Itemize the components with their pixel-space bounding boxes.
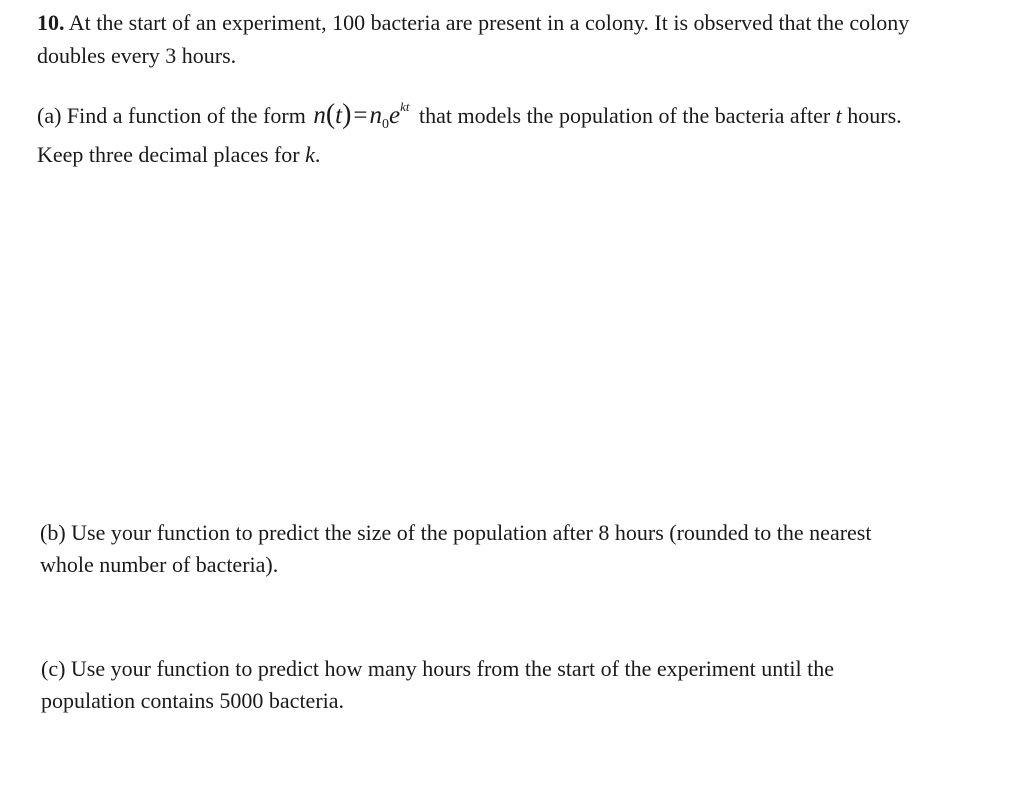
part-a-line-1 xyxy=(37,101,902,134)
formula-open-paren: ( xyxy=(325,99,336,130)
problem-intro-text-2: doubles every 3 hours. xyxy=(37,43,237,68)
part-a-hours: hours. xyxy=(847,103,902,128)
formula-exponent: kt xyxy=(400,99,410,114)
formula-n: n xyxy=(313,102,326,129)
problem-intro-text-1: At the start of an experiment, 100 bacteria are present in a colony. It is observed that the colony xyxy=(68,10,910,35)
model-formula xyxy=(313,101,409,134)
part-b-line-1 xyxy=(40,519,871,547)
part-a-text-after-formula: that models the population of the bacteria after xyxy=(419,103,831,128)
part-a-text-line-2: Keep three decimal places for xyxy=(37,142,300,167)
part-c-line-1 xyxy=(41,655,834,683)
part-b-text-1: (b) Use your function to predict the size of the population after 8 hours (rounded to the nearest xyxy=(40,520,872,545)
problem-number: 10. xyxy=(37,10,65,35)
problem-intro-line-2 xyxy=(37,42,236,70)
formula-equals: = xyxy=(353,102,368,129)
part-a-t-variable: t xyxy=(835,103,842,128)
formula-t: t xyxy=(335,102,343,129)
part-c-text-1: (c) Use your function to predict how many hours from the start of the experiment until the xyxy=(41,656,835,681)
problem-intro-line-1 xyxy=(37,9,909,37)
formula-n0-subscript: 0 xyxy=(382,117,390,132)
part-c-line-2 xyxy=(41,687,344,715)
part-c-text-2: population contains 5000 bacteria. xyxy=(41,688,345,713)
part-b-line-2 xyxy=(40,551,278,579)
formula-e: e xyxy=(389,102,401,129)
formula-close-paren: ) xyxy=(342,99,352,130)
part-b-text-2: whole number of bacteria). xyxy=(40,552,279,577)
part-a-k-variable: k xyxy=(305,142,315,167)
formula-n0-base: n xyxy=(369,102,383,129)
part-a-text-before-formula: (a) Find a function of the form xyxy=(37,103,306,128)
part-a-line-2-end: . xyxy=(314,142,321,167)
part-a-line-2 xyxy=(37,141,320,169)
